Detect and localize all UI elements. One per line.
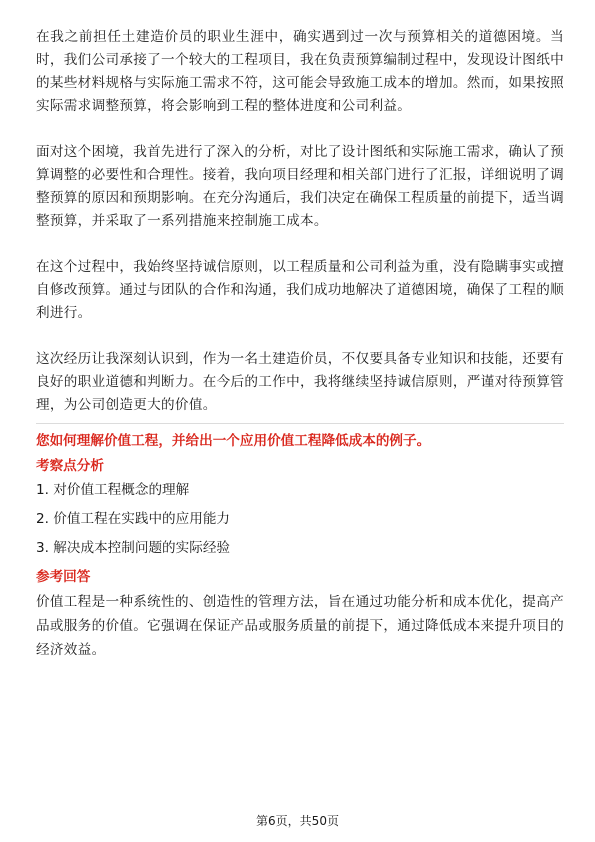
question-heading: 您如何理解价值工程，并给出一个应用价值工程降低成本的例子。 [36, 433, 431, 449]
body-paragraph: 面对这个困境，我首先进行了深入的分析，对比了设计图纸和实际施工需求，确认了预算调整的必要性和合理性。接着，我向项目经理和相关部门进行了汇报，详细说明了调整预算的原因和预期影响。在充分沟通后，我们决定在确保工程质量的前提下，适当调整预算，并采取了一系列措施来控制施工成本。 [36, 144, 564, 229]
analysis-item: 1. 对价值工程概念的理解 [36, 482, 190, 498]
page-content [36, 26, 564, 662]
section-divider [36, 423, 564, 424]
analysis-item: 3. 解决成本控制问题的实际经验 [36, 540, 231, 556]
body-paragraph: 在我之前担任土建造价员的职业生涯中，确实遇到过一次与预算相关的道德困境。当时，我们公司承接了一个较大的工程项目，我在负责预算编制过程中，发现设计图纸中的某些材料规格与实际施工需求不符，这可能会导致施工成本的增加。然而，如果按照实际需求调整预算，将会影响到工程的整体进度和公司利益。 [36, 29, 564, 114]
reference-answer: 价值工程是一种系统性的、创造性的管理方法，旨在通过功能分析和成本优化，提高产品或服务的价值。它强调在保证产品或服务质量的前提下，通过降低成本来提升项目的经济效益。 [36, 594, 564, 658]
reference-heading: 参考回答 [36, 569, 91, 585]
analysis-heading: 考察点分析 [36, 458, 104, 474]
analysis-item: 2. 价值工程在实践中的应用能力 [36, 511, 231, 527]
paragraph-gap [36, 118, 564, 141]
paragraph-gap [36, 233, 564, 256]
paragraph-gap [36, 325, 564, 348]
page-number: 第6页，共50页 [256, 814, 339, 828]
body-paragraph: 在这个过程中，我始终坚持诚信原则，以工程质量和公司利益为重，没有隐瞒事实或擅自修改预算。通过与团队的合作和沟通，我们成功地解决了道德困境，确保了工程的顺利进行。 [36, 259, 564, 321]
body-paragraph: 这次经历让我深刻认识到，作为一名土建造价员，不仅要具备专业知识和技能，还要有良好的职业道德和判断力。在今后的工作中，我将继续坚持诚信原则，严谨对待预算管理，为公司创造更大的价值。 [36, 351, 564, 413]
